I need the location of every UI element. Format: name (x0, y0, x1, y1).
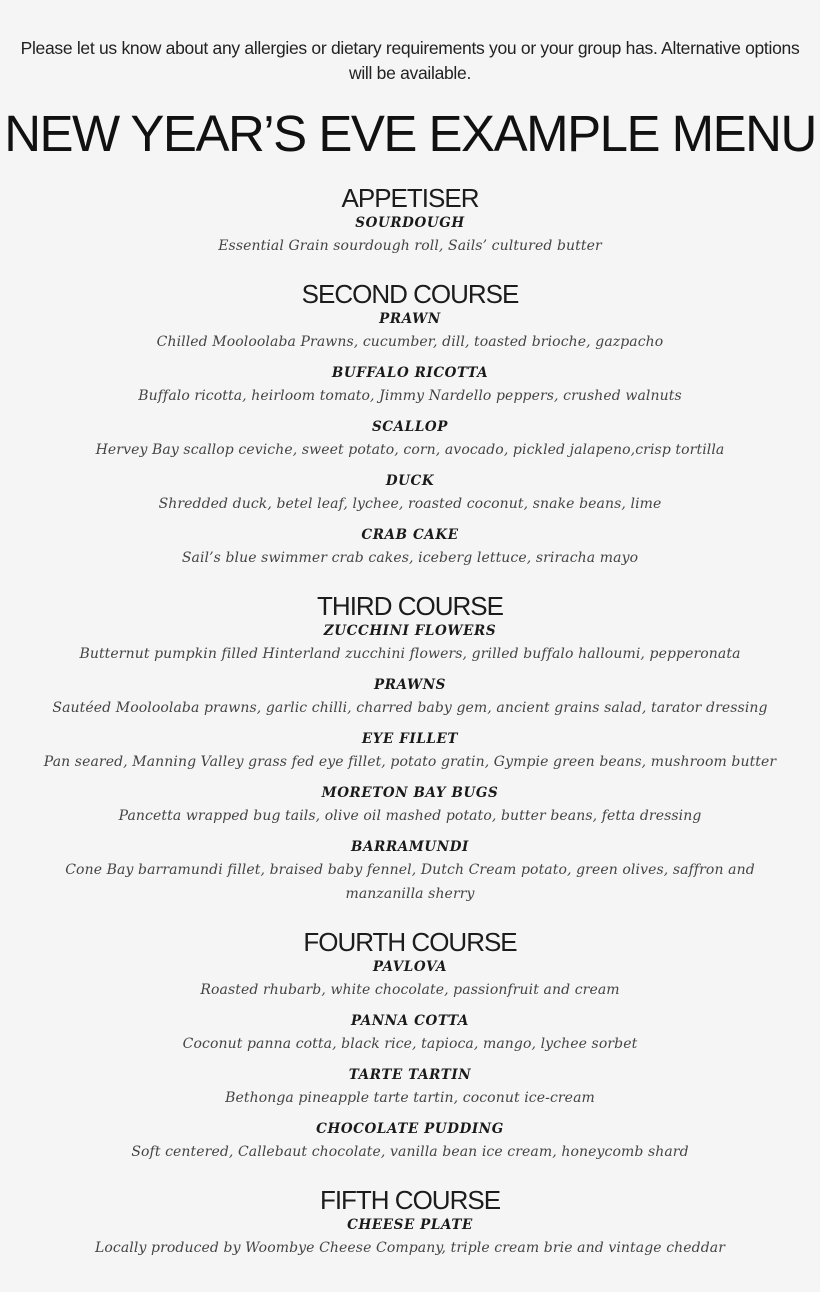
dish-name: DUCK (385, 473, 435, 489)
dish-description: Butternut pumpkin filled Hinterland zucchini flowers, grilled buffalo halloumi, pepperonata (79, 646, 741, 662)
dish-item (0, 1118, 820, 1164)
course-heading: SECOND COURSE (301, 279, 519, 309)
dish-description: Shredded duck, betel leaf, lychee, roasted coconut, snake beans, lime (158, 496, 662, 512)
dish-item (0, 728, 820, 774)
course-heading: FOURTH COURSE (303, 927, 517, 957)
dish-description: Roasted rhubarb, white chocolate, passionfruit and cream (200, 982, 620, 998)
course-fourth (0, 928, 820, 1164)
allergy-note: Please let us know about any allergies or dietary requirements you or your group has. Alternative options will be available. (20, 38, 800, 83)
dish-name: BARRAMUNDI (351, 839, 469, 855)
dish-item (0, 782, 820, 828)
dish-name: SCALLOP (371, 419, 449, 435)
course-second (0, 280, 820, 570)
course-heading: FIFTH COURSE (319, 1185, 501, 1215)
menu-body (0, 184, 820, 1260)
dish-item (0, 416, 820, 462)
dish-description: Chilled Mooloolaba Prawns, cucumber, dill, toasted brioche, gazpacho (156, 334, 664, 350)
course-heading: THIRD COURSE (317, 591, 503, 621)
dish-description: Sail’s blue swimmer crab cakes, iceberg lettuce, sriracha mayo (181, 550, 639, 566)
dish-item (0, 674, 820, 720)
course-heading: APPETISER (341, 183, 479, 213)
dish-description: Locally produced by Woombye Cheese Company, triple cream brie and vintage cheddar (94, 1240, 726, 1256)
dish-description: Soft centered, Callebaut chocolate, vanilla bean ice cream, honeycomb shard (131, 1144, 689, 1160)
menu-title: NEW YEAR’S EVE EXAMPLE MENU (4, 105, 816, 162)
dish-description: Essential Grain sourdough roll, Sails’ cultured butter (218, 238, 602, 254)
dish-name: MORETON BAY BUGS (321, 785, 499, 801)
dish-name: PRAWN (379, 311, 441, 327)
dish-description: Hervey Bay scallop ceviche, sweet potato, corn, avocado, pickled jalapeno,crisp tortilla (95, 442, 725, 458)
dish-name: PRAWNS (373, 677, 447, 693)
dish-description: Buffalo ricotta, heirloom tomato, Jimmy Nardello peppers, crushed walnuts (138, 388, 682, 404)
dish-name: PAVLOVA (372, 959, 448, 975)
dish-name: CHOCOLATE PUDDING (316, 1121, 504, 1137)
dish-item (0, 308, 820, 354)
dish-description: Coconut panna cotta, black rice, tapioca, mango, lychee sorbet (182, 1036, 638, 1052)
dish-name: EYE FILLET (361, 731, 459, 747)
dish-description: Sautéed Mooloolaba prawns, garlic chilli, charred baby gem, ancient grains salad, tarator dressing (52, 700, 768, 716)
dish-item (0, 620, 820, 666)
dish-description: Bethonga pineapple tarte tartin, coconut ice-cream (225, 1090, 595, 1106)
dish-name: ZUCCHINI FLOWERS (323, 623, 497, 639)
dish-item (0, 212, 820, 258)
course-fifth (0, 1186, 820, 1260)
dish-item (0, 956, 820, 1002)
dish-name: PANNA COTTA (351, 1013, 469, 1029)
dish-description: Cone Bay barramundi fillet, braised baby fennel, Dutch Cream potato, green olives, saffron and manzanilla sherry (65, 862, 755, 902)
dish-item (0, 524, 820, 570)
dish-item (0, 1214, 820, 1260)
dish-name: SOURDOUGH (355, 215, 465, 231)
dish-item (0, 470, 820, 516)
course-appetiser (0, 184, 820, 258)
dish-name: CHEESE PLATE (347, 1217, 473, 1233)
dish-item (0, 836, 820, 906)
dish-description: Pan seared, Manning Valley grass fed eye fillet, potato gratin, Gympie green beans, mushroom butter (43, 754, 777, 770)
dish-item (0, 1010, 820, 1056)
dish-item (0, 362, 820, 408)
dish-name: CRAB CAKE (361, 527, 459, 543)
dish-name: BUFFALO RICOTTA (331, 365, 489, 381)
dish-description: Pancetta wrapped bug tails, olive oil mashed potato, butter beans, fetta dressing (118, 808, 702, 824)
dish-item (0, 1064, 820, 1110)
dish-name: TARTE TARTIN (348, 1067, 472, 1083)
course-third (0, 592, 820, 906)
